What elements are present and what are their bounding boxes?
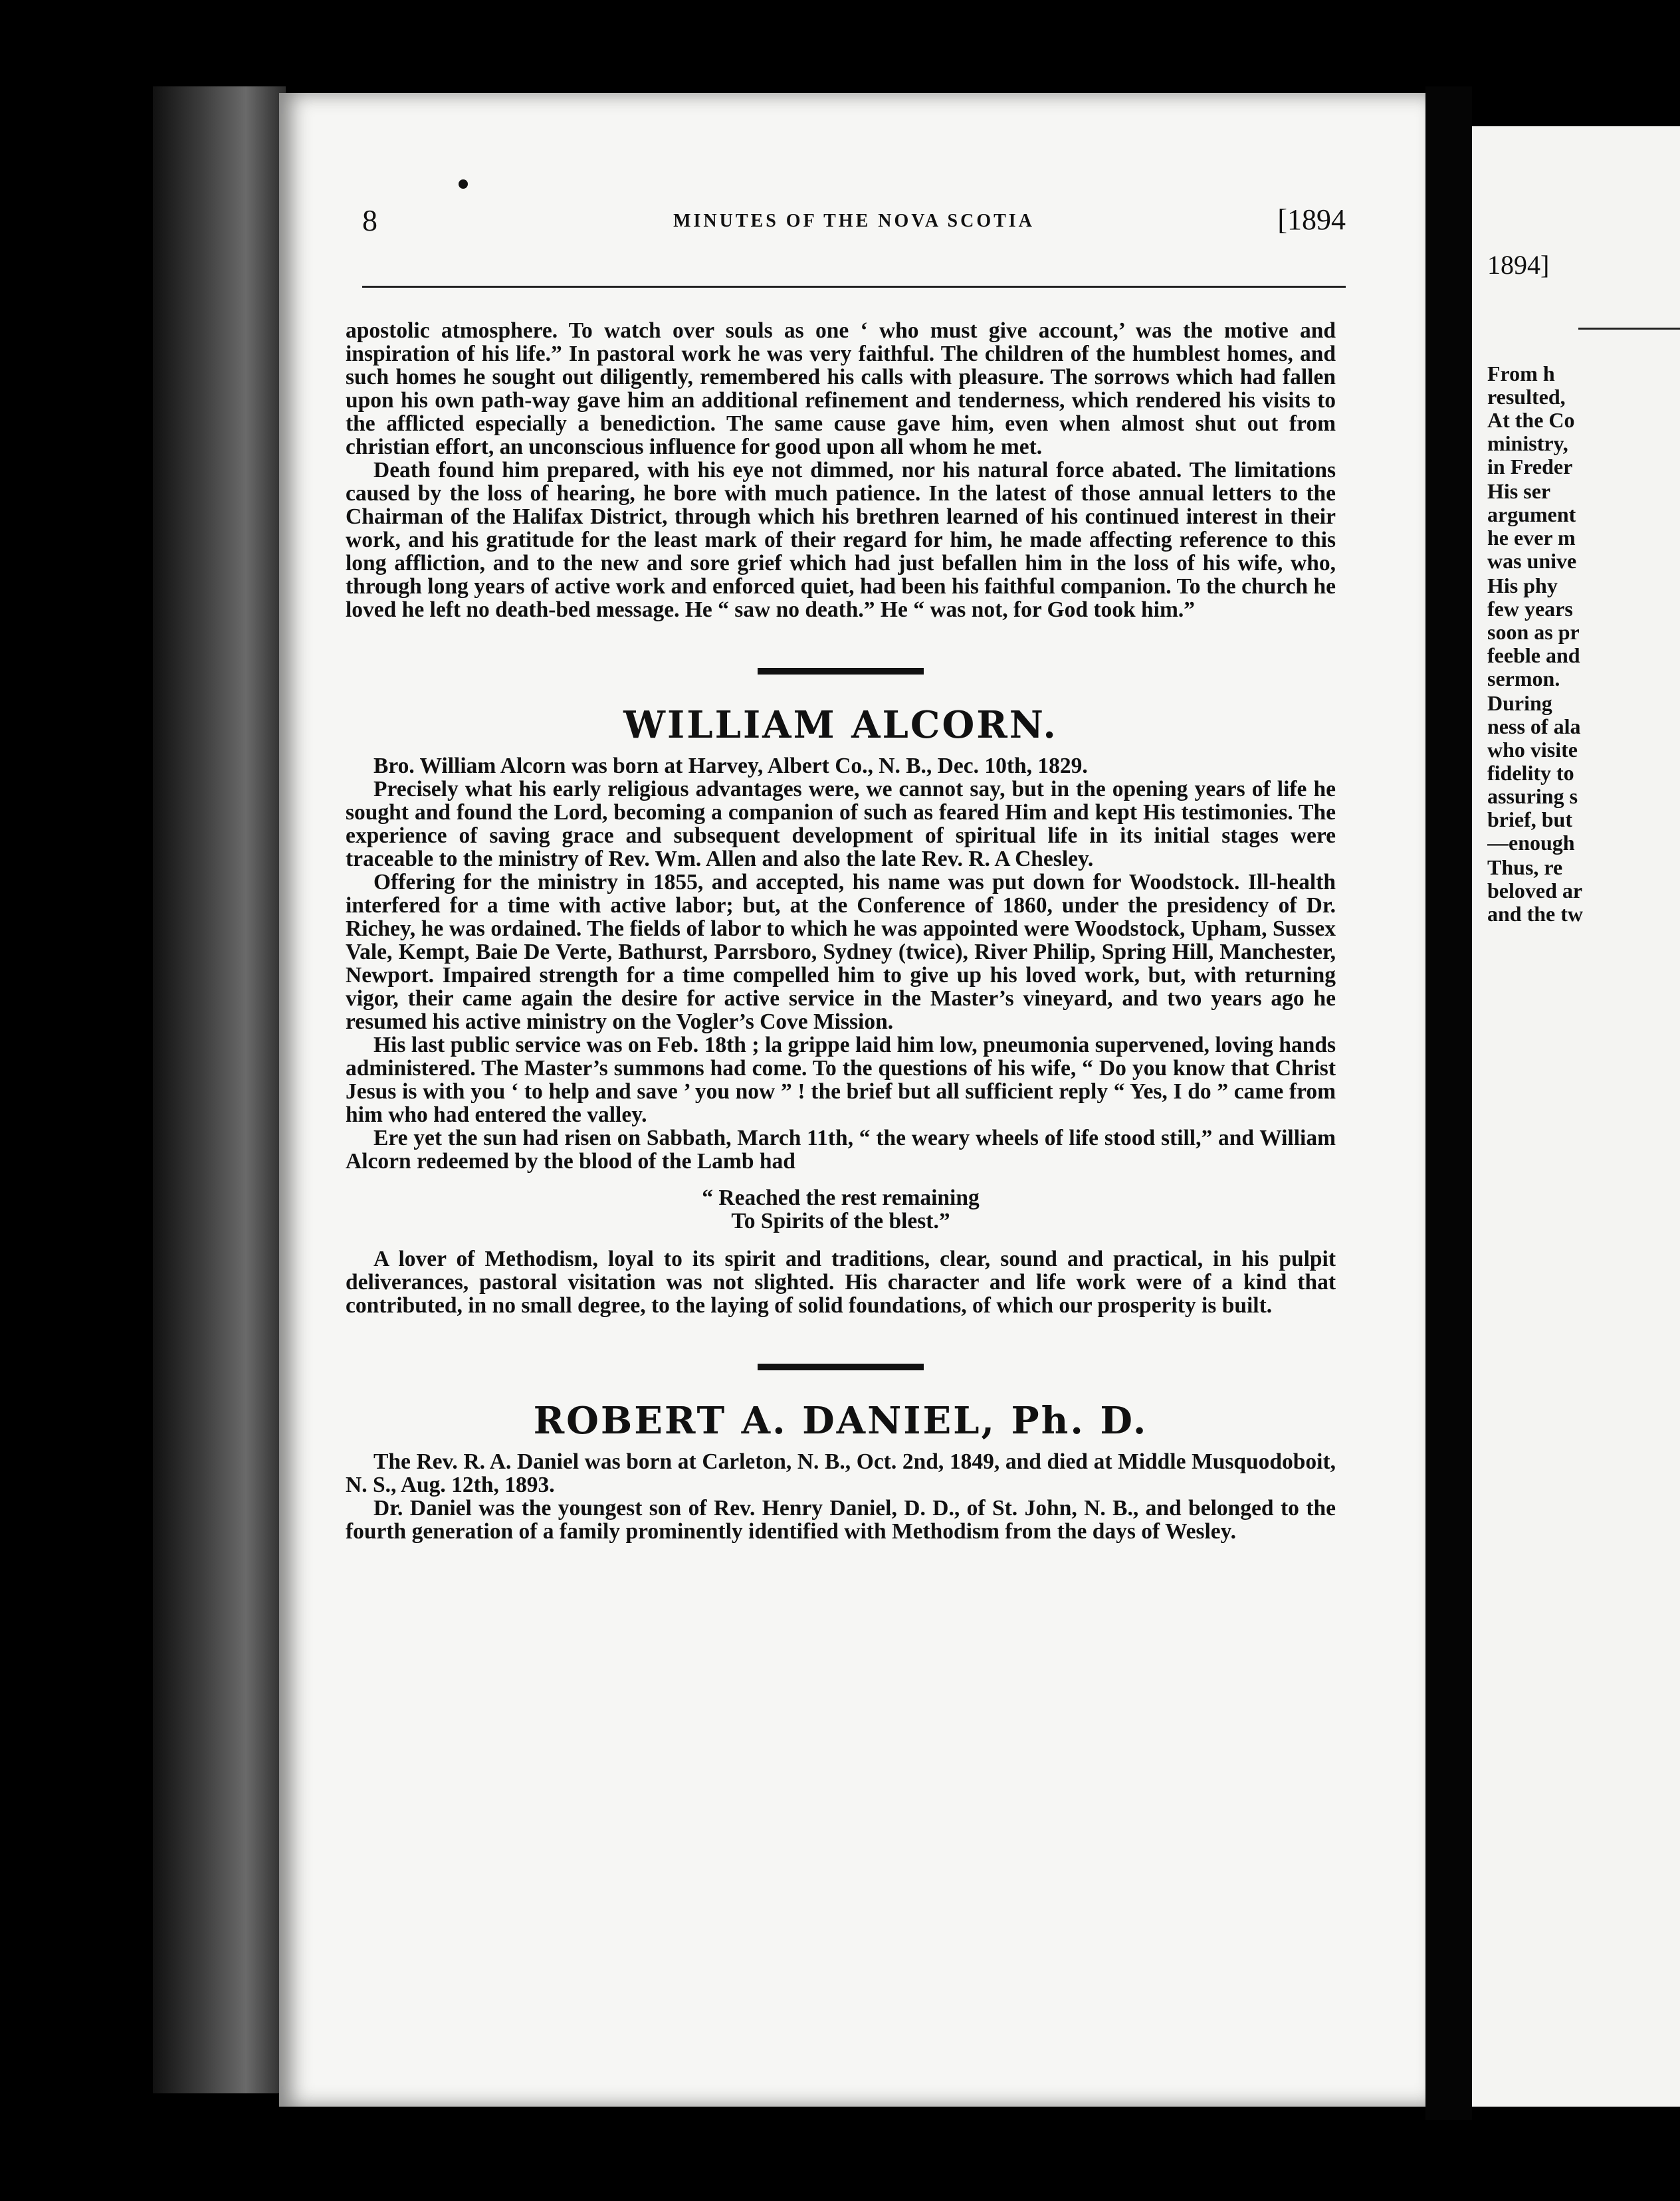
header-rule	[362, 286, 1346, 288]
right-page-line: and the tw	[1487, 902, 1584, 926]
alcorn-paragraph: Precisely what his early religious advantages were, we cannot say, but in the opening years of life he sought and found the Lord, becoming a companion of such as feared Him and kept His testimonies. The experience of saving grace and subsequent development of spiritual life in its initial stages were traceable to the ministry of Rev. Wm. Allen and also the late Rev. R. A Chesley.	[346, 777, 1336, 871]
right-page-line: was unive	[1487, 549, 1577, 573]
right-page-line: His phy	[1487, 574, 1558, 597]
ink-spot	[459, 179, 468, 189]
right-page-year: 1894]	[1487, 250, 1550, 280]
section-separator	[758, 1364, 924, 1370]
right-page-line: sermon.	[1487, 667, 1560, 690]
right-page-line: few years	[1487, 597, 1573, 621]
page-header	[362, 203, 1346, 249]
right-page-line: assuring s	[1487, 784, 1578, 808]
intro-paragraph: apostolic atmosphere. To watch over souls as one ‘ who must give account,’ was the motive and inspiration of his life.” In pastoral work he was very faithful. The children of the humblest homes, and such homes he sought out diligently, remembered his calls with pleasure. The sorrows which had fallen upon his own path-way gave him an additional refinement and tenderness, which rendered his visits to the afflicted especially a benediction. The same cause gave him, even when almost shut out from christian effort, an unconscious influence for good upon all whom he met.	[346, 318, 1336, 459]
right-page-line: resulted,	[1487, 385, 1566, 409]
right-header-rule	[1578, 328, 1680, 330]
right-page-line: he ever m	[1487, 526, 1576, 550]
right-page-line: Thus, re	[1487, 855, 1563, 879]
right-page-line: From h	[1487, 362, 1555, 385]
intro-paragraph: Death found him prepared, with his eye not dimmed, nor his natural force abated. The limitations caused by the loss of hearing, he bore with much patience. In the latest of those annual letters to the Chairman of the Halifax District, through which his brethren learned of his continued interest in their work, and his gratitude for the least mark of their regard for him, he made affecting reference to this long affliction, and to the new and sore grief which had just befallen him in the loss of his wife, who, through long years of active work and enforced quiet, had been his faithful companion. To the church he loved he left no death-bed message. He “ saw no death.” He “ was not, for God took him.”	[346, 458, 1336, 622]
alcorn-paragraph: His last public service was on Feb. 18th ; la grippe laid him low, pneumonia supervened, loving hands administered. The Master’s summons had come. To the questions of his wife, “ Do you know that Christ Jesus is with you ‘ to help and save ’ you now ” ! the brief but all sufficient reply “ Yes, I do ” came from him who had entered the valley.	[346, 1033, 1336, 1127]
right-page-line: —enough	[1487, 831, 1575, 855]
daniel-heading: ROBERT A. DANIEL, Ph. D.	[533, 1399, 1148, 1443]
right-page-line: His ser	[1487, 479, 1551, 503]
page-number: 8	[362, 203, 377, 237]
right-page-text	[1487, 362, 1680, 926]
alcorn-heading: WILLIAM ALCORN.	[623, 703, 1058, 747]
alcorn-closing-paragraph: A lover of Methodism, loyal to its spirit and traditions, clear, sound and practical, in his pulpit deliverances, pastoral visitation was not slighted. His character and life work were of a kind that contributed, in no small degree, to the laying of solid foundations, of which our prosperity is built.	[346, 1247, 1336, 1318]
right-page-line: ness of ala	[1487, 714, 1581, 738]
right-page-line: brief, but	[1487, 807, 1572, 831]
book-gutter	[1425, 86, 1472, 2120]
right-page-line: ministry,	[1487, 431, 1568, 455]
right-page-line: who visite	[1487, 738, 1578, 762]
daniel-paragraph: Dr. Daniel was the youngest son of Rev. Henry Daniel, D. D., of St. John, N. B., and belonged to the fourth generation of a family prominently identified with Methodism from the days of Wesley.	[346, 1496, 1336, 1544]
header-year: [1894	[1277, 203, 1346, 236]
right-page-line: in Freder	[1487, 455, 1573, 478]
book-spine	[153, 86, 286, 2093]
alcorn-paragraph: Offering for the ministry in 1855, and accepted, his name was put down for Woodstock. Ill-health interfered for a time with active labor; but, at the Conference of 1860, under the presidency of Dr. Richey, he was ordained. The fields of labor to which he was appointed were Woodstock, Upham, Sussex Vale, Kempt, Baie De Verte, Bathurst, Parrsboro, Sydney (twice), River Philip, Spring Hill, Manchester, Newport. Impaired strength for a time compelled him to give up his loved work, but, with returning vigor, their came again the desire for active service in the Master’s vineyard, and two years ago he resumed his active ministry on the Vogler’s Cove Mission.	[346, 870, 1336, 1034]
alcorn-quote	[346, 1186, 1336, 1233]
alcorn-paragraph: Bro. William Alcorn was born at Harvey, Albert Co., N. B., Dec. 10th, 1829.	[373, 754, 1088, 778]
right-page-line: At the Co	[1487, 408, 1575, 432]
right-page-line: beloved ar	[1487, 879, 1583, 902]
alcorn-paragraph: Ere yet the sun had risen on Sabbath, March 11th, “ the weary wheels of life stood still,” and William Alcorn redeemed by the blood of the Lamb had	[346, 1126, 1336, 1174]
quote-line: To Spirits of the blest.”	[731, 1209, 950, 1233]
section-separator	[758, 668, 924, 675]
left-page-body	[346, 319, 1336, 1543]
right-page-line: fidelity to	[1487, 761, 1574, 785]
right-page-line: soon as pr	[1487, 620, 1580, 644]
quote-line: “ Reached the rest remaining	[702, 1186, 980, 1210]
right-page-line: feeble and	[1487, 643, 1580, 667]
right-page-line: argument	[1487, 502, 1576, 526]
daniel-paragraph: The Rev. R. A. Daniel was born at Carleton, N. B., Oct. 2nd, 1849, and died at Middle Musquodoboit, N. S., Aug. 12th, 1893.	[346, 1449, 1336, 1497]
running-title: MINUTES OF THE NOVA SCOTIA	[673, 211, 1035, 231]
right-page-line: During	[1487, 691, 1552, 715]
